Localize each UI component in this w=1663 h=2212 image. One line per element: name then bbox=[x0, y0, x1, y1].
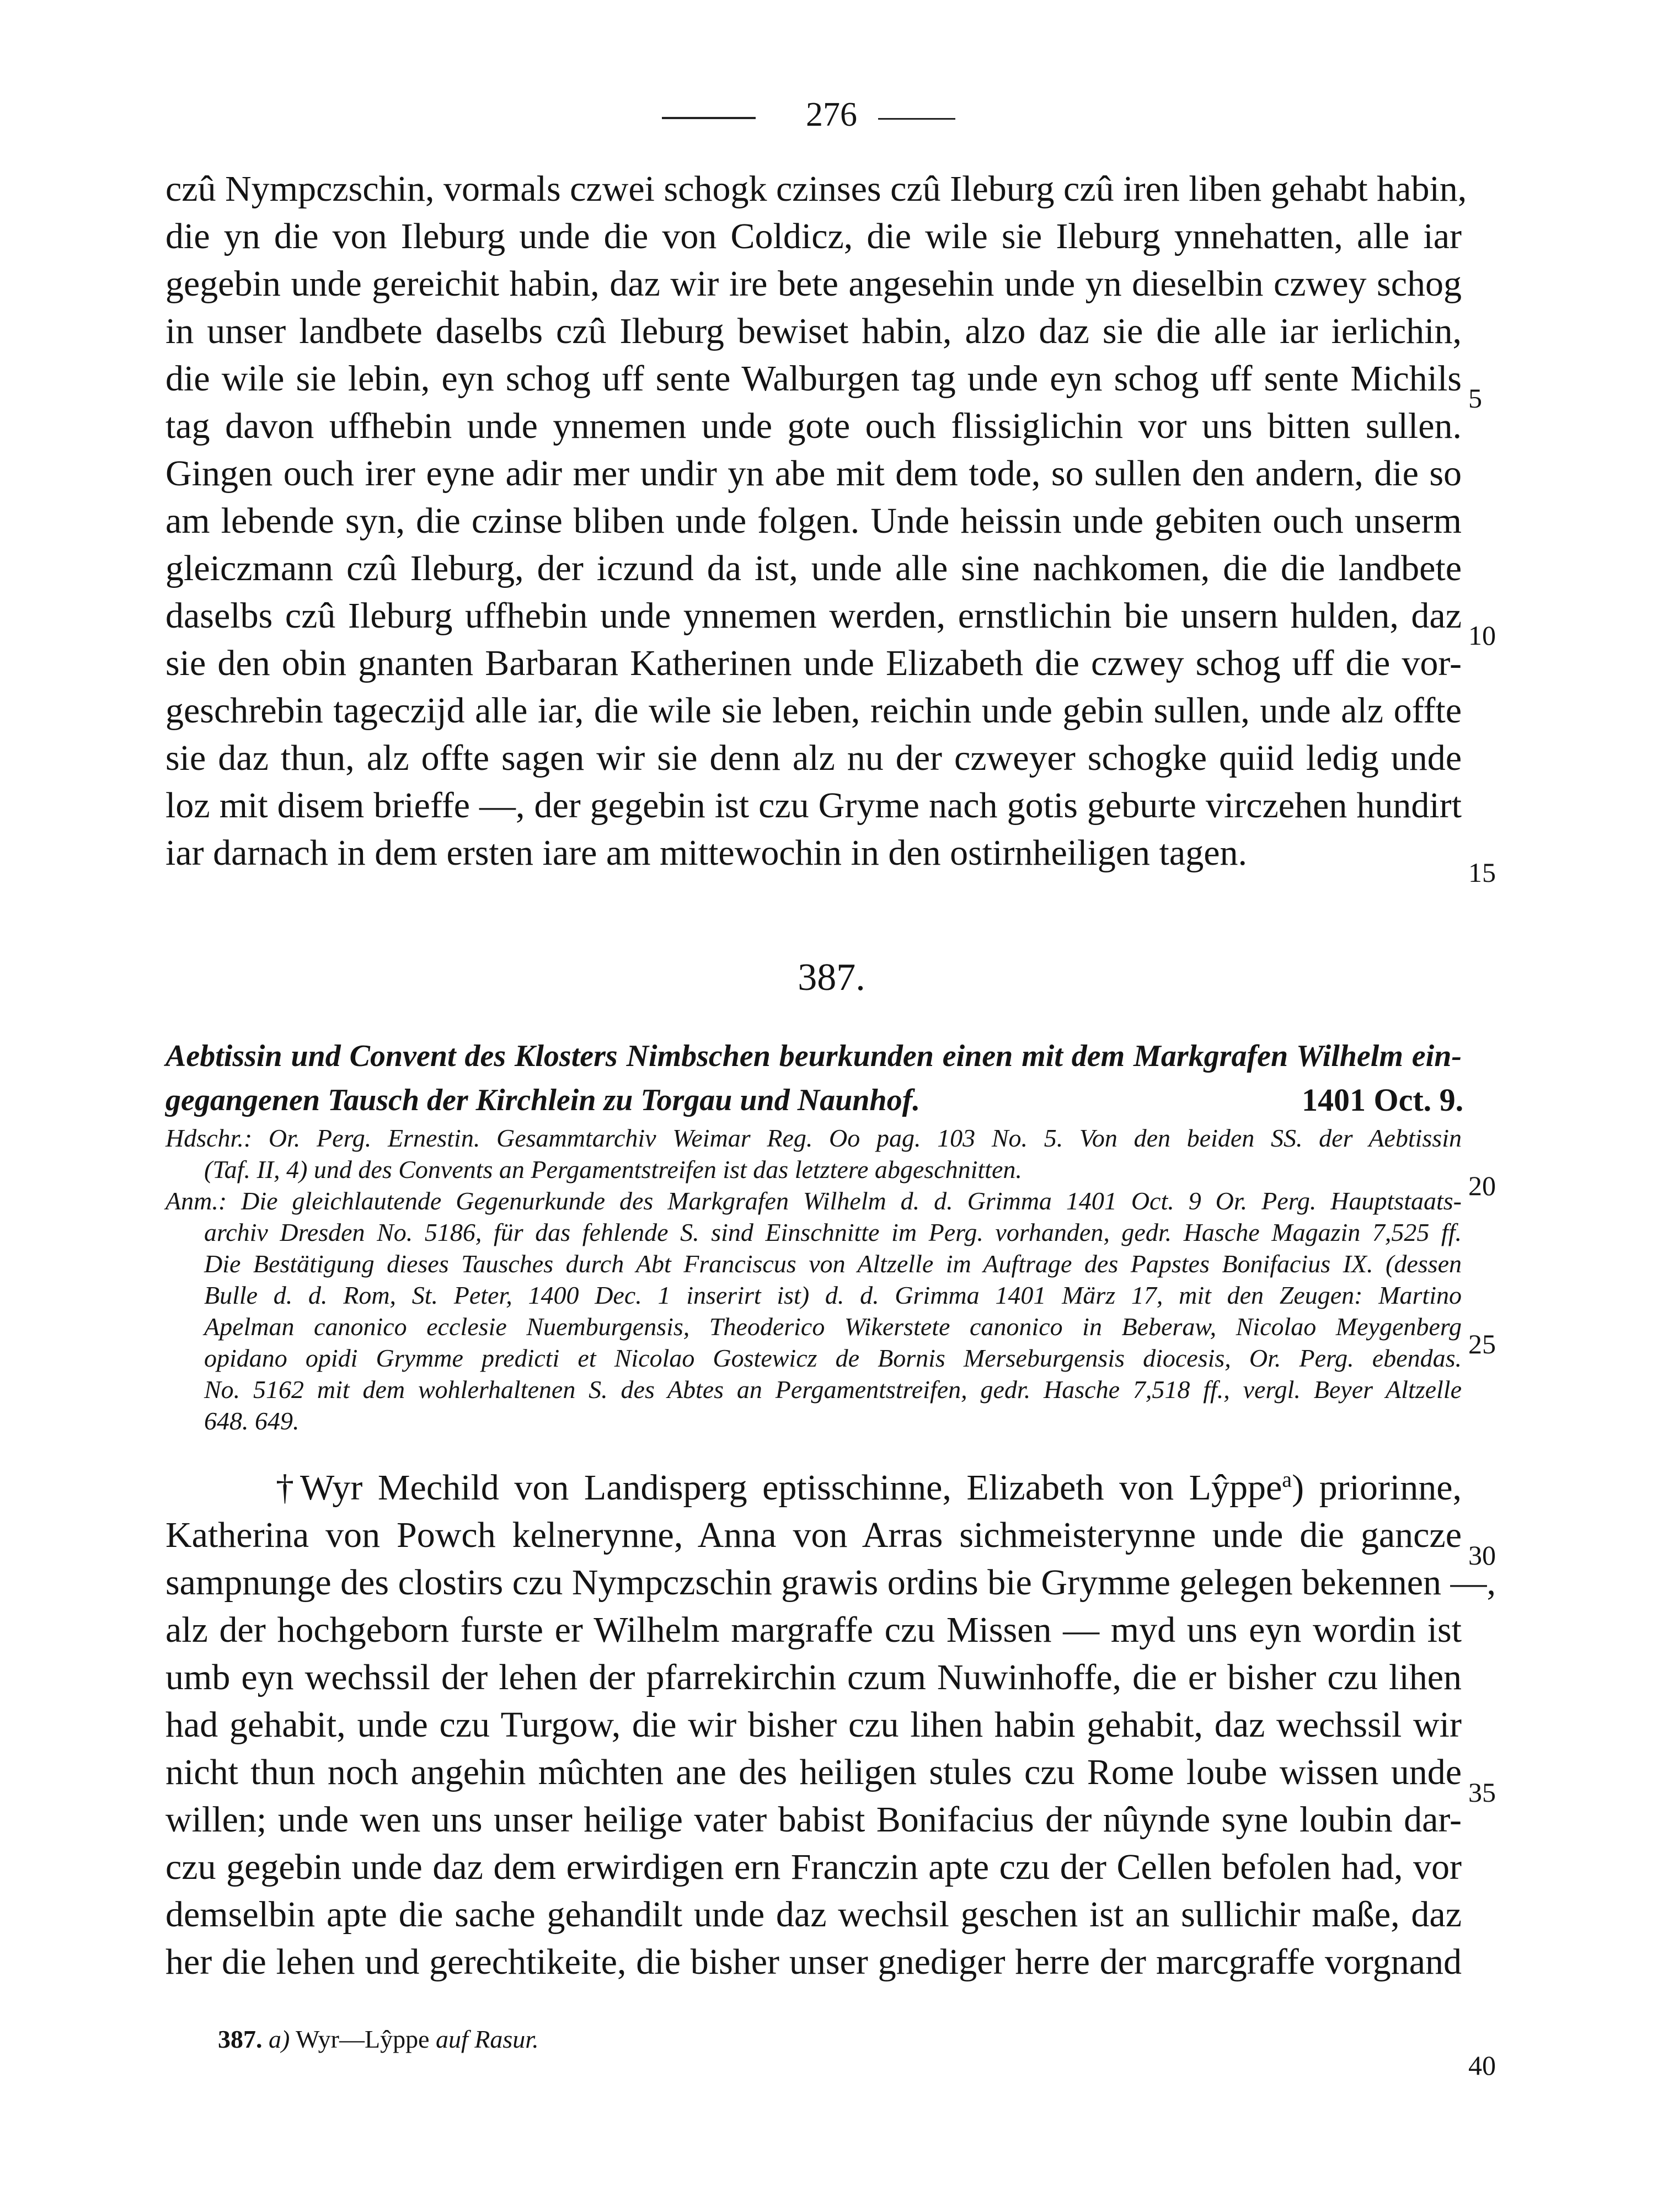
line-number: 40 bbox=[1468, 2050, 1496, 2081]
page-number: 276 bbox=[806, 96, 857, 133]
footnote bbox=[218, 2023, 539, 2056]
text-line: tag davon uffhebin unde ynnemen unde gote ouch flissiglichin vor uns bitten sullen. bbox=[165, 406, 1462, 446]
footnote-ref: 387. bbox=[218, 2025, 263, 2053]
note-line: Die Bestätigung dieses Tausches durch Abt Franciscus von Altzelle im Auftrage des Papstes Bonifacius IX. (dessen bbox=[204, 1250, 1462, 1278]
text-line-start: †Wyr Mechild von Landisperg eptisschinne, Elizabeth von Lŷppe bbox=[276, 1467, 1282, 1508]
text-line: czu gegebin unde daz dem erwirdigen ern Franczin apte czu der Cellen befolen had, vor bbox=[165, 1847, 1462, 1887]
footnote-note: auf Rasur. bbox=[436, 2025, 539, 2053]
text-line: loz mit disem brieffe —, der gegebin ist czu Gryme nach gotis geburte virczehen hundirt bbox=[165, 785, 1462, 826]
note-line: opidano opidi Grymme predicti et Nicolao Gostewicz de Bornis Merseburgensis diocesis, Or. Perg. ebendas. bbox=[204, 1344, 1462, 1372]
text-line: Gingen ouch irer eyne adir mer undir yn abe mit dem tode, so sullen den andern, die so bbox=[165, 453, 1462, 494]
note-line: 648. 649. bbox=[204, 1407, 300, 1435]
note-line: Hdschr.: Or. Perg. Ernestin. Gesammtarchiv Weimar Reg. Oo pag. 103 No. 5. Von den beiden SS. der Aebtissin bbox=[165, 1124, 1462, 1152]
document-date: 1401 Oct. 9. bbox=[1302, 1082, 1464, 1118]
text-line: gleiczmann czû Ileburg, der iczund da ist, unde alle sine nachkomen, die die landbete bbox=[165, 548, 1462, 588]
regest-line: Aebtissin und Convent des Klosters Nimbschen beurkunden einen mit dem Markgrafen Wilhelm ein- bbox=[165, 1039, 1462, 1073]
text-line: daselbs czû Ileburg uffhebin unde ynnemen werden, ernstlichin bie unsern hulden, daz bbox=[165, 596, 1462, 636]
text-line: czû Nympczschin, vormals czwei schogk czinses czû Ileburg czû iren liben gehabt habin, bbox=[165, 169, 1467, 209]
source-notes bbox=[165, 1122, 1462, 1437]
line-number: 15 bbox=[1468, 857, 1496, 888]
footnote-marker: a bbox=[1282, 1467, 1292, 1492]
text-line: sie den obin gnanten Barbaran Katherinen unde Elizabeth die czwey schog uff die vor- bbox=[165, 643, 1462, 683]
text-line: had gehabit, unde czu Turgow, die wir bisher czu lihen habin gehabit, daz wechssil wir bbox=[165, 1705, 1462, 1745]
line-number: 5 bbox=[1468, 383, 1482, 414]
header-rule-right bbox=[878, 118, 955, 120]
text-line: her die lehen und gerechtikeite, die bisher unser gnediger herre der marcgraffe vorgnand bbox=[165, 1942, 1462, 1982]
line-number: 25 bbox=[1468, 1329, 1496, 1359]
line-number: 30 bbox=[1468, 1540, 1496, 1571]
note-line: Apelman canonico ecclesie Nuemburgensis, Theoderico Wikerstete canonico in Beberaw, Nicolao Meygenberg bbox=[204, 1313, 1462, 1341]
text-line: alz der hochgeborn furste er Wilhelm margraffe czu Missen — myd uns eyn wordin ist bbox=[165, 1610, 1462, 1650]
text-line: die yn die von Ileburg unde die von Coldicz, die wile sie Ileburg ynnehatten, alle iar bbox=[165, 216, 1462, 256]
line-number: 20 bbox=[1468, 1170, 1496, 1201]
text-line: demselbin apte die sache gehandilt unde daz wechsil geschen ist an sullichir maße, daz bbox=[165, 1894, 1462, 1935]
note-line: Anm.: Die gleichlautende Gegenurkunde des Markgrafen Wilhelm d. d. Grimma 1401 Oct. 9 Or. Perg. Hauptstaats- bbox=[165, 1187, 1462, 1215]
footnote-text: Wyr—Lŷppe bbox=[296, 2025, 430, 2053]
note-line: No. 5162 mit dem wohlerhaltenen S. des Abtes an Pergamentstreifen, gedr. Hasche 7,518 ff., vergl. Beyer Altzelle bbox=[204, 1375, 1462, 1404]
regest-line: gegangenen Tausch der Kirchlein zu Torgau und Naunhof. bbox=[165, 1083, 921, 1117]
text-line: willen; unde wen uns unser heilige vater babist Bonifacius der nûynde syne loubin dar- bbox=[165, 1799, 1462, 1840]
text-line bbox=[165, 1464, 1462, 1512]
note-line: Bulle d. d. Rom, St. Peter, 1400 Dec. 1 inserirt ist) d. d. Grimma 1401 März 17, mit den Zeugen: Martino bbox=[204, 1281, 1462, 1309]
text-line: sie daz thun, alz offte sagen wir sie denn alz nu der czweyer schogke quiid ledig unde bbox=[165, 738, 1462, 778]
header-rule-left bbox=[662, 117, 756, 119]
footnote-mark: a) bbox=[269, 2025, 290, 2053]
text-line: gegebin unde gereichit habin, daz wir ire bete angesehin unde yn dieselbin czwey schog bbox=[165, 264, 1462, 304]
note-line: (Taf. II, 4) und des Convents an Pergamentstreifen ist das letztere abgeschnitten. bbox=[204, 1155, 1022, 1183]
text-line: geschrebin tageczijd alle iar, die wile sie leben, reichin unde gebin sullen, unde alz offte bbox=[165, 690, 1462, 731]
text-line: umb eyn wechssil der lehen der pfarrekirchin czum Nuwinhoffe, die er bisher czu lihen bbox=[165, 1657, 1462, 1697]
line-number: 10 bbox=[1468, 620, 1496, 651]
text-line: iar darnach in dem ersten iare am mittewochin in den ostirnheiligen tagen. bbox=[165, 833, 1247, 873]
text-line: sampnunge des clostirs czu Nympczschin grawis ordins bie Grymme gelegen bekennen —, bbox=[165, 1562, 1496, 1603]
text-line: Katherina von Powch kelnerynne, Anna von Arras sichmeisterynne unde die gancze bbox=[165, 1515, 1462, 1555]
line-number: 35 bbox=[1468, 1777, 1496, 1808]
text-line-end: ) priorinne, bbox=[1292, 1467, 1462, 1508]
text-line: nicht thun noch angehin mûchten ane des heiligen stules czu Rome loube wissen unde bbox=[165, 1752, 1462, 1792]
regest bbox=[165, 1034, 1462, 1122]
text-line: in unser landbete daselbs czû Ileburg bewiset habin, alzo daz sie die alle iar ierlichin, bbox=[165, 311, 1462, 351]
continuation-text bbox=[165, 165, 1467, 877]
note-line: archiv Dresden No. 5186, für das fehlende S. sind Einschnitte im Perg. vorhanden, gedr. Hasche Magazin 7,525 ff. bbox=[204, 1218, 1462, 1246]
document-number: 387. bbox=[798, 956, 865, 999]
text-line: die wile sie lebin, eyn schog uff sente Walburgen tag unde eyn schog uff sente Michils bbox=[165, 358, 1462, 399]
text-line: am lebende syn, die czinse bliben unde folgen. Unde heissin unde gebiten ouch unserm bbox=[165, 501, 1462, 541]
